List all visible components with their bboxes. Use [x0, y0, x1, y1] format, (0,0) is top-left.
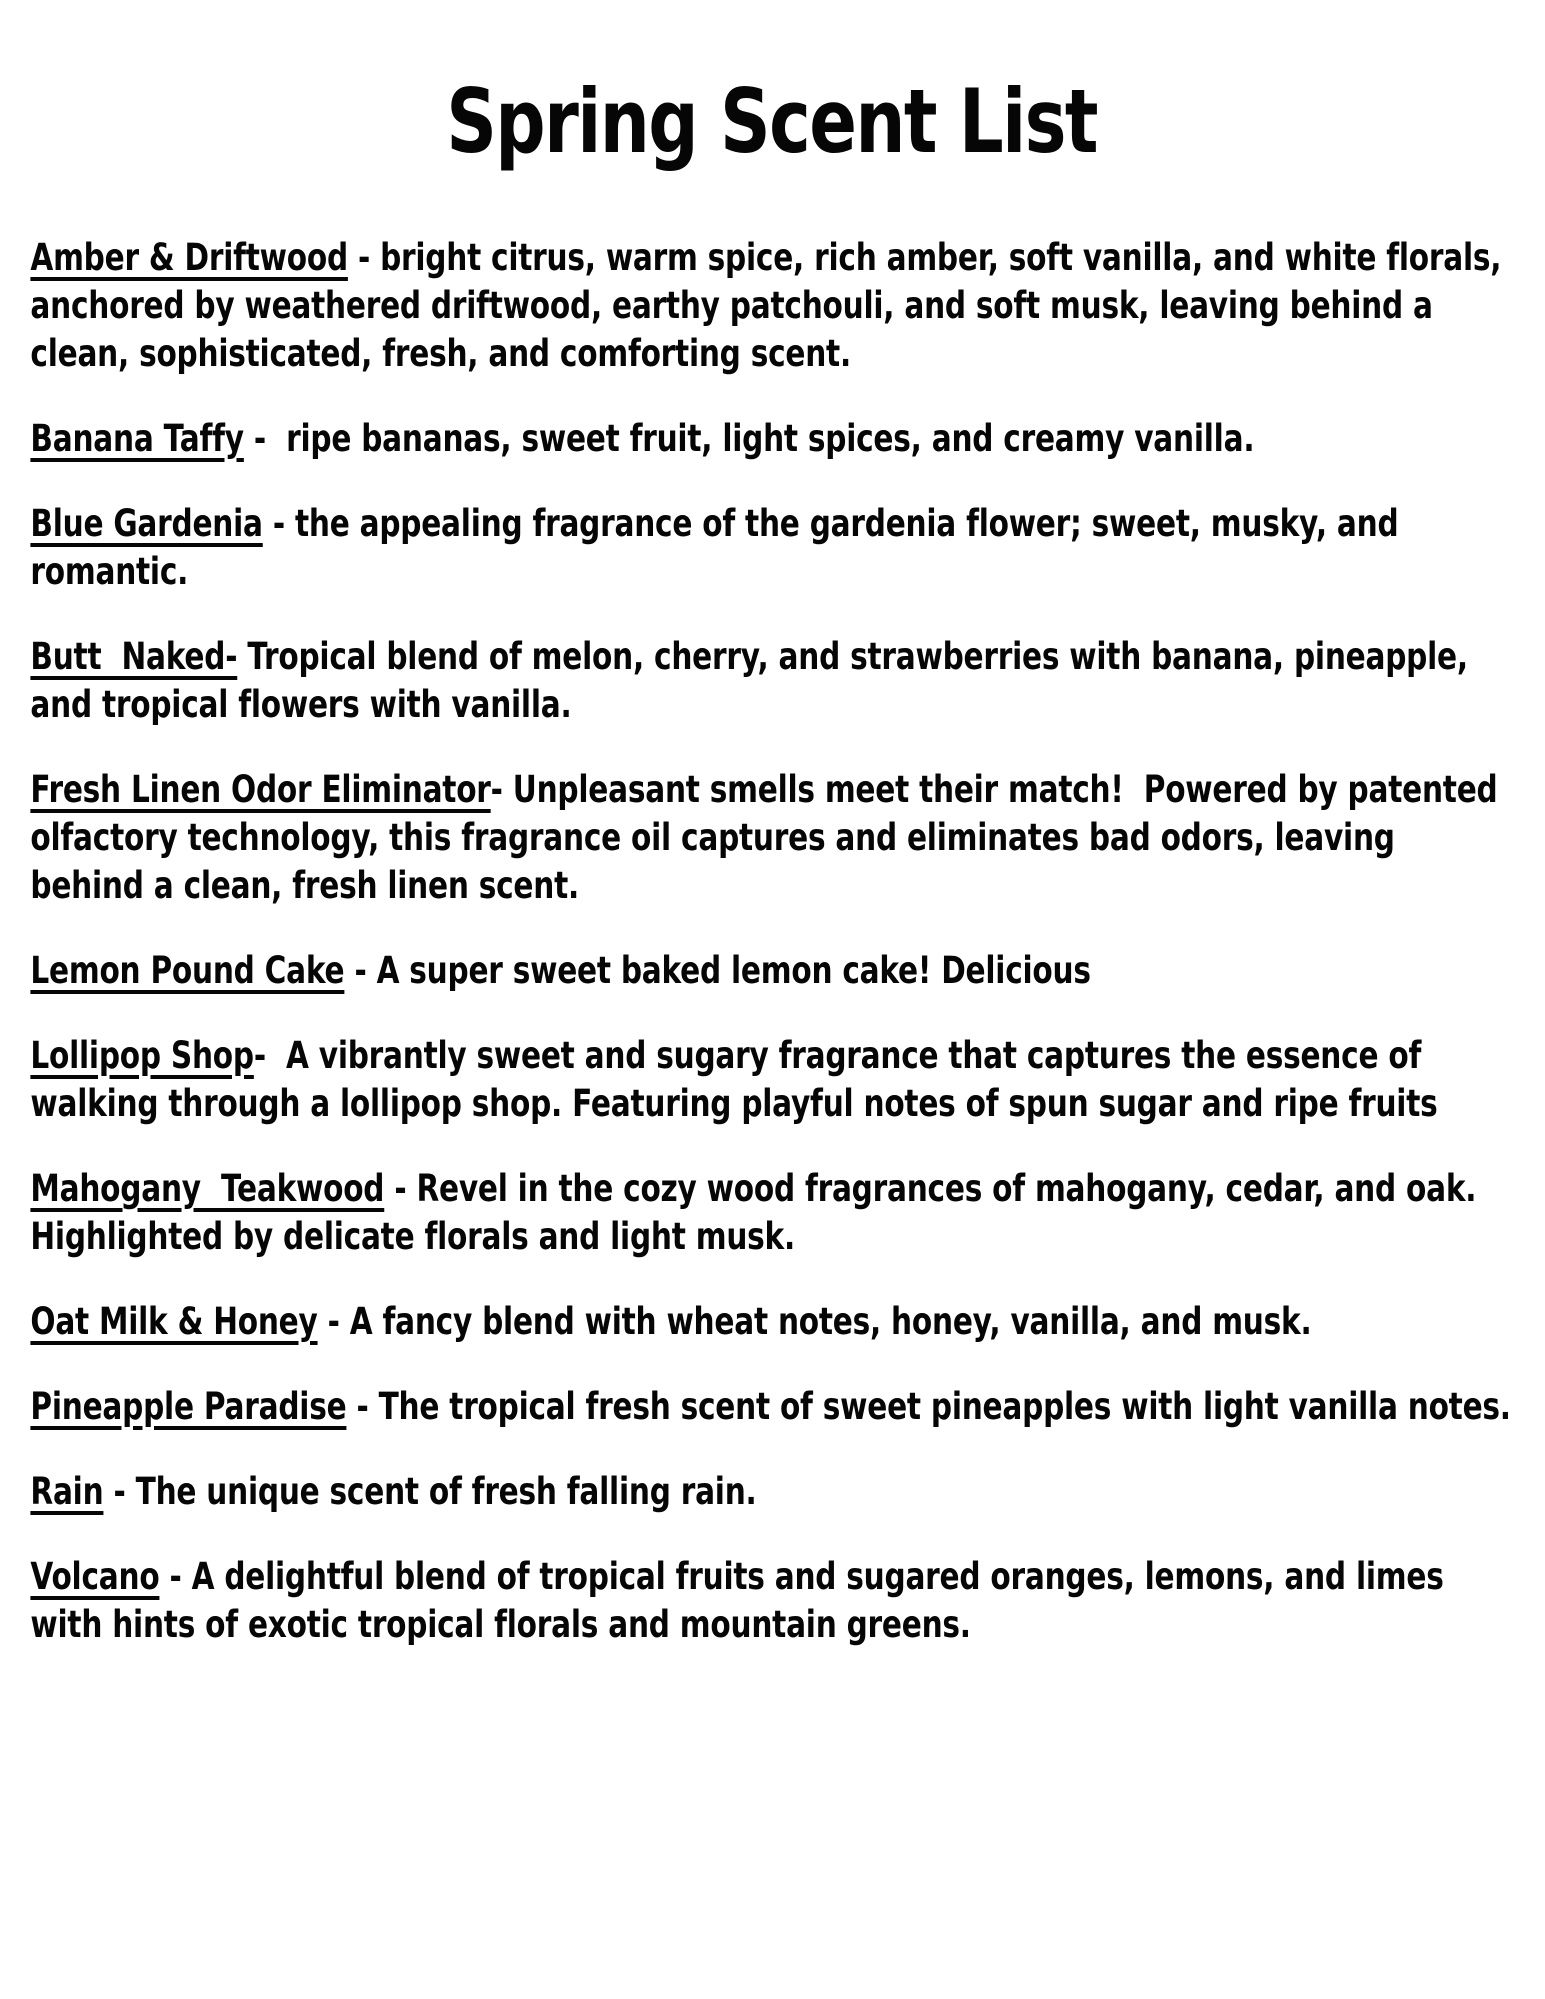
scent-name: Lollipop Shop	[30, 1034, 254, 1077]
scent-entry-lollipop-shop	[30, 1032, 1512, 1128]
scent-name: Rain	[30, 1470, 104, 1513]
scent-entry-rain	[30, 1468, 1512, 1516]
scent-name: Volcano	[30, 1555, 160, 1598]
scent-entry-blue-gardenia	[30, 500, 1512, 596]
scent-entry-mahogany-teakwood	[30, 1165, 1512, 1261]
scent-description: - The unique scent of fresh falling rain.	[103, 1470, 757, 1513]
scent-name: Banana Taffy	[30, 417, 244, 460]
scent-name: Fresh Linen Odor Eliminator	[30, 768, 491, 811]
scent-name: Butt Naked-	[30, 635, 238, 678]
scent-description: - Revel in the cozy wood fragrances of mahogany, cedar, and oak. Highlighted by delicate florals and light musk.	[30, 1167, 1487, 1258]
scent-entry-volcano	[30, 1553, 1512, 1649]
scent-description: - bright citrus, warm spice, rich amber, soft vanilla, and white florals, anchored by weathered driftwood, earthy patchouli, and soft musk, leaving behind a clean, sophisticated, fresh, and comforting scent.	[30, 236, 1512, 375]
scent-name: Oat Milk & Honey	[30, 1300, 318, 1343]
scent-entry-butt-naked	[30, 633, 1512, 729]
scent-entry-lemon-pound-cake	[30, 947, 1512, 995]
scent-entry-amber-driftwood	[30, 234, 1512, 378]
scent-description: Tropical blend of melon, cherry, and strawberries with banana, pineapple, and tropical flowers with vanilla.	[30, 635, 1478, 726]
scent-description: - ripe bananas, sweet fruit, light spices, and creamy vanilla.	[243, 417, 1255, 460]
scent-description: - the appealing fragrance of the gardenia flower; sweet, musky, and romantic.	[30, 502, 1409, 593]
scent-entry-pineapple-paradise	[30, 1383, 1512, 1431]
scent-description: - The tropical fresh scent of sweet pineapples with light vanilla notes.	[346, 1385, 1511, 1428]
scent-entry-oat-milk-honey	[30, 1298, 1512, 1346]
page-title: Spring Scent List	[446, 70, 1097, 173]
scent-name: Amber & Driftwood	[30, 236, 348, 279]
scent-name: Blue Gardenia	[30, 502, 263, 545]
scent-entry-fresh-linen-odor-eliminator	[30, 766, 1512, 910]
scent-name: Lemon Pound Cake	[30, 949, 345, 992]
scent-name: Mahogany Teakwood	[30, 1167, 385, 1210]
scent-entry-banana-taffy	[30, 415, 1512, 463]
scent-description: - A fancy blend with wheat notes, honey, vanilla, and musk.	[317, 1300, 1312, 1343]
scent-description: - A vibrantly sweet and sugary fragrance that captures the essence of walking through a lollipop shop. Featuring playful notes of spun sugar and ripe fruits	[30, 1034, 1438, 1125]
scent-name: Pineapple Paradise	[30, 1385, 347, 1428]
scent-description: - A delightful blend of tropical fruits and sugared oranges, lemons, and limes with hints of exotic tropical florals and mountain greens.	[30, 1555, 1454, 1646]
scent-description: - A super sweet baked lemon cake! Delicious	[344, 949, 1091, 992]
scent-description: - Unpleasant smells meet their match! Powered by patented olfactory technology, this fragrance oil captures and eliminates bad odors, leaving behind a clean, fresh linen scent.	[30, 768, 1508, 907]
